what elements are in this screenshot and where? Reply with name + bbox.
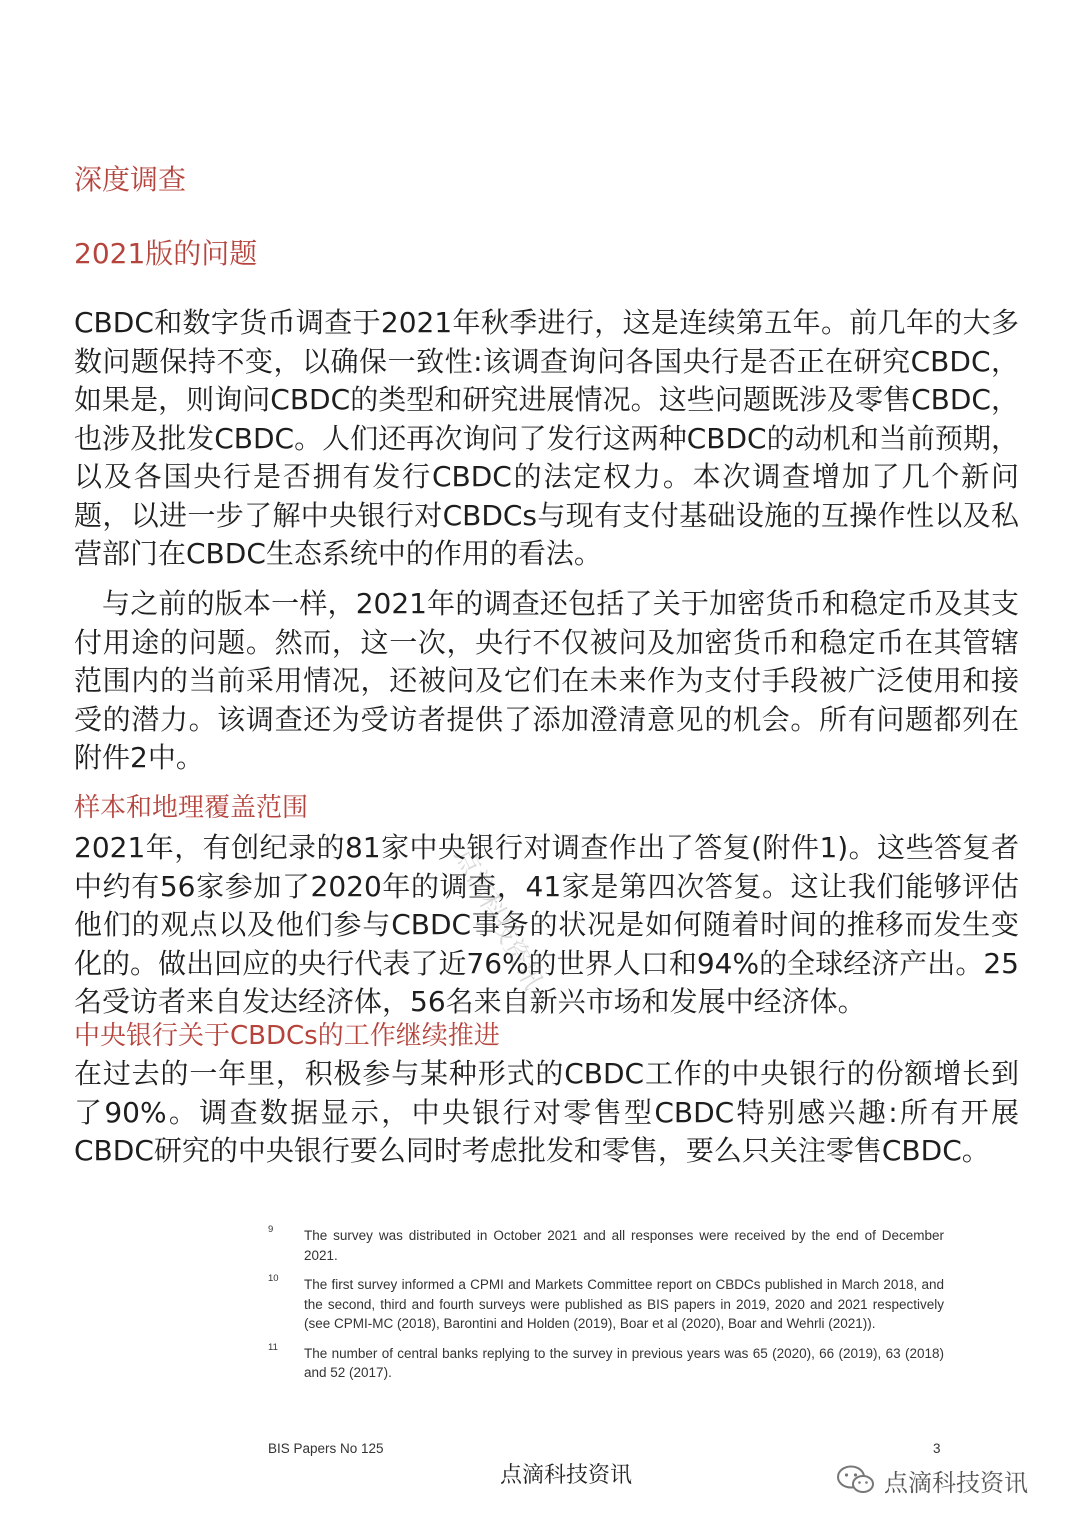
paragraph-survey-overview: CBDC和数字货币调查于2021年秋季进行，这是连续第五年。前几年的大多数问题保持不变，以确保一致性:该调查询问各国央行是否正在研究CBDC，如果是，则询问CBDC的类型和研究进展情况。这些问题既涉及零售CBDC，也涉及批发CBDC。人们还再次询问了发行这两种CBDC的动机和当前预期，以及各国央行是否拥有发行CBDC的法定权力。本次调查增加了几个新问题，以进一步了解中央银行对CBDCs与现有支付基础设施的互操作性以及私营部门在CBDC生态系统中的作用的看法。 xyxy=(74,306,1019,570)
paragraph-sample: 2021年，有创纪录的81家中央银行对调查作出了答复(附件1)。这些答复者中约有56家参加了2020年的调查，41家是第四次答复。这让我们能够评估他们的观点以及他们参与CBDC事务的状况是如何随着时间的推移而发生变化的。做出回应的央行代表了近76%的世界人口和94%的全球经济产出。25名受访者来自发达经济体，56名来自新兴市场和发展中经济体。 xyxy=(74,831,1019,1018)
wechat-account-name: 点滴科技资讯 xyxy=(884,1468,1028,1497)
footnote xyxy=(268,1226,944,1265)
paragraph-work-continues: 在过去的一年里，积极参与某种形式的CBDC工作的中央银行的份额增长到了90%。调查数据显示，中央银行对零售型CBDC特别感兴趣:所有开展CBDC研究的中央银行要么同时考虑批发和零售，要么只关注零售CBDC。 xyxy=(74,1057,1019,1167)
footnote-number: 9 xyxy=(268,1224,274,1235)
footnote-text: The first survey informed a CPMI and Markets Committee report on CBDCs published in March 2018, and the second, third and fourth surveys were published as BIS papers in 2019, 2020 and 2021 respectively (see CPMI-MC (2018), Barontini and Holden (2019), Boar et al (2020), Boar and Wehrli (2021)). xyxy=(304,1277,944,1331)
wechat-watermark xyxy=(836,1463,1028,1497)
subheading-questions-2021: 2021版的问题 xyxy=(74,237,258,270)
source-label: 点滴科技资讯 xyxy=(500,1463,633,1488)
footnotes xyxy=(268,1226,944,1393)
footer-page-number: 3 xyxy=(933,1441,941,1456)
subheading-sample: 样本和地理覆盖范围 xyxy=(74,793,309,823)
footnote xyxy=(268,1275,944,1334)
footnote-text: The number of central banks replying to the survey in previous years was 65 (2020), 66 (2019), 63 (2018) and 52 (2017). xyxy=(304,1345,944,1380)
footnote-number: 11 xyxy=(268,1341,278,1353)
paragraph-crypto-questions: 与之前的版本一样，2021年的调查还包括了关于加密货币和稳定币及其支付用途的问题。然而，这一次，央行不仅被问及加密货币和稳定币在其管辖范围内的当前采用情况，还被问及它们在未来作为支付手段被广泛使用和接受的潜力。该调查还为受访者提供了添加澄清意见的机会。所有问题都列在附件2中。 xyxy=(74,587,1019,774)
footnote-text: The survey was distributed in October 2021 and all responses were received by the end of December 2021. xyxy=(304,1228,944,1263)
footnote-number: 10 xyxy=(268,1273,279,1284)
subheading-work-continues: 中央银行关于CBDCs的工作继续推进 xyxy=(74,1021,500,1051)
section-heading: 深度调查 xyxy=(74,163,187,196)
footer-publication: BIS Papers No 125 xyxy=(268,1441,384,1456)
diagonal-watermark: 点滴科技资讯 xyxy=(448,842,548,995)
wechat-icon xyxy=(836,1465,876,1495)
footnote xyxy=(268,1341,944,1383)
